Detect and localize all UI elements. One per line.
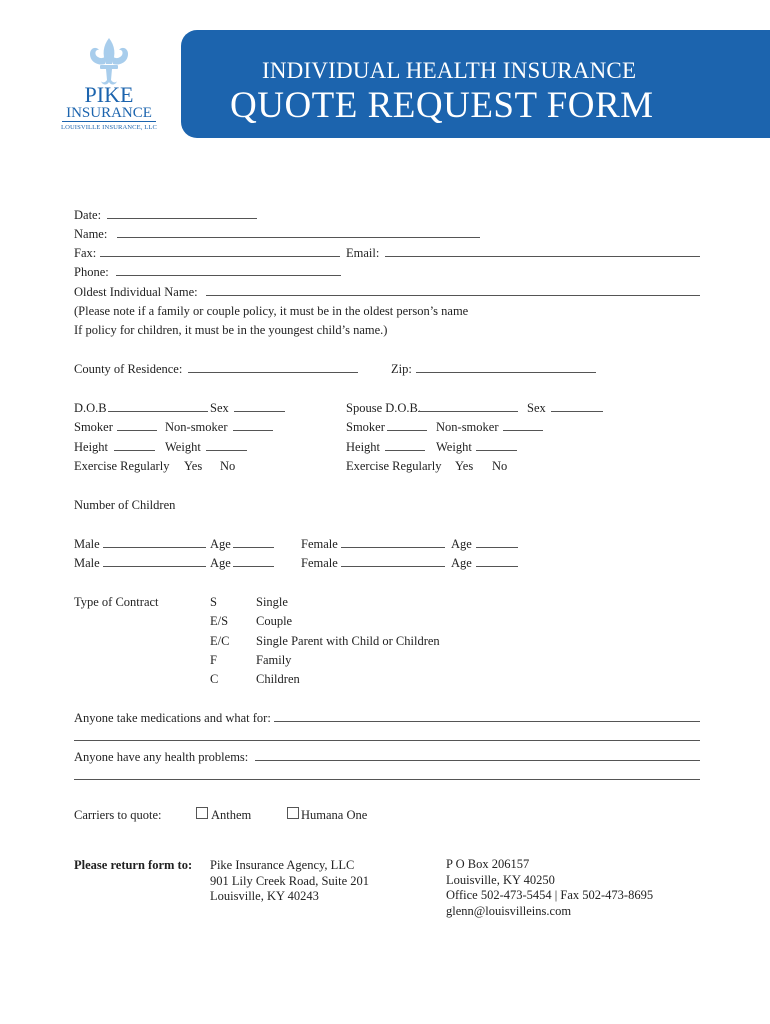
page-title: QUOTE REQUEST FORM — [230, 85, 654, 126]
contract-code: F — [210, 653, 217, 667]
male-label-1: Male — [74, 537, 100, 551]
logo-rule — [62, 121, 156, 122]
email-label: Email: — [346, 246, 380, 260]
date-label: Date: — [74, 208, 102, 222]
contract-code: S — [210, 595, 217, 609]
logo-llc: LOUISVILLE INSURANCE, LLC — [60, 124, 158, 131]
male-age-field-1[interactable] — [233, 547, 274, 548]
male-age-field-2[interactable] — [233, 566, 274, 567]
sex-field[interactable] — [234, 411, 285, 412]
contract-option-couple[interactable]: Couple — [256, 614, 293, 628]
contract-type-label: Type of Contract — [74, 595, 159, 609]
fleur-de-lis-logo-icon — [86, 36, 132, 86]
male-age-label-2: Age — [210, 556, 231, 570]
medications-field[interactable] — [274, 721, 700, 722]
contract-code: C — [210, 672, 219, 686]
medications-field-line-2[interactable] — [74, 740, 700, 741]
female-label-1: Female — [301, 537, 338, 551]
name-label: Name: — [74, 227, 108, 241]
health-problems-label: Anyone have any health problems: — [74, 750, 249, 764]
phone-label: Phone: — [74, 265, 109, 279]
exercise-label: Exercise Regularly — [74, 459, 170, 473]
contract-option-single-parent[interactable]: Single Parent with Child or Children — [256, 634, 440, 648]
height-field[interactable] — [114, 450, 155, 451]
spouse-nonsmoker-field[interactable] — [503, 430, 543, 431]
contract-code: E/S — [210, 614, 229, 628]
return-label: Please return form to: — [74, 858, 193, 872]
anthem-label: Anthem — [211, 808, 252, 822]
po-box-line: P O Box 206157 — [446, 857, 530, 871]
contract-option-family[interactable]: Family — [256, 653, 292, 667]
smoker-field[interactable] — [117, 430, 157, 431]
weight-field[interactable] — [206, 450, 247, 451]
spouse-weight-label: Weight — [436, 440, 472, 454]
height-label: Height — [74, 440, 109, 454]
nonsmoker-field[interactable] — [233, 430, 273, 431]
email-link[interactable]: glenn@louisvilleins.com — [446, 904, 572, 918]
humana-one-checkbox[interactable] — [287, 807, 299, 819]
policy-note-line-1: (Please note if a family or couple policy, it must be in the oldest person’s name — [74, 304, 469, 318]
sex-label: Sex — [210, 401, 229, 415]
female-field-2[interactable] — [341, 566, 445, 567]
spouse-dob-label: Spouse D.O.B. — [346, 401, 422, 415]
spouse-sex-field[interactable] — [551, 411, 603, 412]
spouse-smoker-label: Smoker — [346, 420, 385, 434]
contract-option-single[interactable]: Single — [256, 595, 288, 609]
number-of-children-label: Number of Children — [74, 498, 176, 512]
spouse-dob-field[interactable] — [418, 411, 518, 412]
spouse-sex-label: Sex — [527, 401, 546, 415]
female-label-2: Female — [301, 556, 338, 570]
name-field[interactable] — [117, 237, 480, 238]
spouse-exercise-no-option[interactable]: No — [492, 459, 508, 473]
county-field[interactable] — [188, 372, 358, 373]
po-city-line: Louisville, KY 40250 — [446, 873, 555, 887]
return-address-line: Pike Insurance Agency, LLC — [210, 858, 355, 872]
return-address-line: 901 Lily Creek Road, Suite 201 — [210, 874, 370, 888]
female-field-1[interactable] — [341, 547, 445, 548]
carriers-label: Carriers to quote: — [74, 808, 162, 822]
anthem-checkbox[interactable] — [196, 807, 208, 819]
female-age-label-1: Age — [451, 537, 472, 551]
contract-option-children[interactable]: Children — [256, 672, 300, 686]
oldest-individual-field[interactable] — [206, 295, 700, 296]
weight-label: Weight — [165, 440, 201, 454]
oldest-individual-label: Oldest Individual Name: — [74, 285, 198, 299]
exercise-no-option[interactable]: No — [220, 459, 236, 473]
return-address-line: Louisville, KY 40243 — [210, 889, 319, 903]
health-problems-field-line-2[interactable] — [74, 779, 700, 780]
zip-label: Zip: — [391, 362, 412, 376]
spouse-nonsmoker-label: Non-smoker — [436, 420, 499, 434]
health-problems-field[interactable] — [255, 760, 700, 761]
exercise-yes-option[interactable]: Yes — [184, 459, 203, 473]
humana-one-label: Humana One — [301, 808, 368, 822]
female-age-field-2[interactable] — [476, 566, 518, 567]
spouse-exercise-yes-option[interactable]: Yes — [455, 459, 474, 473]
logo-pike: PIKE — [84, 82, 134, 107]
spouse-height-field[interactable] — [385, 450, 425, 451]
email-field[interactable] — [385, 256, 700, 257]
fax-label: Fax: — [74, 246, 97, 260]
policy-note-line-2: If policy for children, it must be in the youngest child’s name.) — [74, 323, 388, 337]
phone-fax-line: Office 502-473-5454 | Fax 502-473-8695 — [446, 888, 654, 902]
male-field-2[interactable] — [103, 566, 206, 567]
logo-insurance: INSURANCE — [66, 105, 152, 121]
medications-label: Anyone take medications and what for: — [74, 711, 271, 725]
spouse-smoker-field[interactable] — [387, 430, 427, 431]
male-age-label-1: Age — [210, 537, 231, 551]
contract-code: E/C — [210, 634, 230, 648]
phone-field[interactable] — [116, 275, 341, 276]
male-field-1[interactable] — [103, 547, 206, 548]
spouse-weight-field[interactable] — [476, 450, 517, 451]
county-label: County of Residence: — [74, 362, 183, 376]
male-label-2: Male — [74, 556, 100, 570]
header-subtitle: INDIVIDUAL HEALTH INSURANCE — [262, 58, 637, 83]
nonsmoker-label: Non-smoker — [165, 420, 228, 434]
spouse-exercise-label: Exercise Regularly — [346, 459, 442, 473]
dob-field[interactable] — [108, 411, 208, 412]
smoker-label: Smoker — [74, 420, 113, 434]
female-age-label-2: Age — [451, 556, 472, 570]
spouse-height-label: Height — [346, 440, 381, 454]
zip-field[interactable] — [416, 372, 596, 373]
date-field[interactable] — [107, 218, 257, 219]
female-age-field-1[interactable] — [476, 547, 518, 548]
dob-label: D.O.B — [74, 401, 107, 415]
fax-field[interactable] — [100, 256, 340, 257]
